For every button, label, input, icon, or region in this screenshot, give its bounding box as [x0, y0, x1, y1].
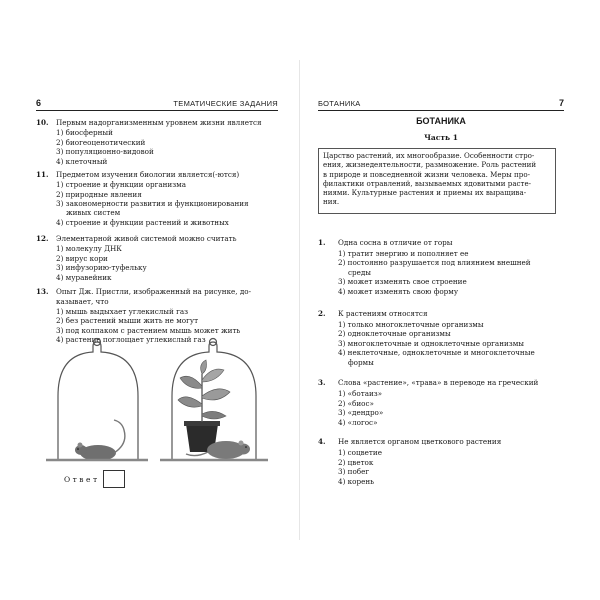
left-page-number: 6	[36, 98, 42, 108]
question-number: 13.	[36, 287, 49, 296]
option: 3) побег	[338, 467, 370, 476]
question-text-continuation: казывает, что	[56, 296, 109, 306]
topic-line: в природе и повседневной жизни человека. Меры про-	[323, 169, 530, 179]
option: 2) вирус кори	[56, 253, 108, 263]
option: 2) постоянно разрушается под влиянием внешней	[338, 258, 531, 267]
option: 1) только многоклеточные организмы	[338, 319, 484, 329]
question-number: 1.	[318, 238, 326, 247]
topic-line: ниями. Культурные растения и приемы их выращива-	[323, 188, 527, 198]
option: 4) «логос»	[338, 417, 378, 427]
right-page-header	[318, 98, 564, 111]
option: 2) без растений мыши жить не могут	[56, 316, 199, 325]
topic-line: ения, жизнедеятельности, размножение. Роль растений	[323, 160, 537, 170]
option: 4) корень	[338, 476, 375, 486]
answer-box[interactable]	[103, 470, 125, 488]
question-text: Слова «растение», «трава» в переводе на греческий	[338, 378, 539, 387]
option: 1) «ботаиз»	[338, 389, 383, 398]
answer-label: Ответ	[64, 475, 100, 484]
question-number: 10.	[36, 118, 49, 127]
option: 4) муравейник	[56, 272, 112, 282]
option: 4) может изменять свою форму	[338, 286, 459, 296]
question-text: Одна сосна в отличие от горы	[338, 238, 453, 247]
option: 3) под колпаком с растением мышь может жить	[56, 325, 241, 335]
question-number: 3.	[318, 378, 326, 387]
option: 4) клеточный	[56, 156, 108, 166]
option: 1) мышь выдыхает углекислый газ	[56, 306, 189, 316]
question-number: 11.	[36, 170, 49, 179]
option: 3) инфузорию-туфельку	[56, 263, 147, 272]
question-text: Предметом изучения биологии является(-ются)	[56, 170, 240, 179]
topic-line: ния.	[323, 197, 340, 207]
option: 2) одноклеточные организмы	[338, 329, 451, 338]
topic-box	[318, 148, 556, 214]
question-number: 4.	[318, 437, 326, 446]
part-title: Часть 1	[424, 133, 458, 142]
option: 3) многоклеточные и одноклеточные организмы	[338, 338, 525, 348]
left-page-header	[36, 98, 278, 111]
right-page	[300, 0, 600, 600]
left-header-title: ТЕМАТИЧЕСКИЕ ЗАДАНИЯ	[173, 99, 278, 108]
option-continuation: среды	[348, 267, 372, 277]
bell-jar-icon	[58, 339, 138, 461]
option-continuation: живых систем	[66, 208, 121, 217]
option: 4) неклеточные, одноклеточные и многоклеточные	[338, 348, 535, 357]
option: 4) строение и функции растений и животных	[56, 217, 229, 227]
option-continuation: формы	[348, 357, 374, 367]
question-text: К растениям относятся	[338, 309, 428, 318]
question-text: Первым надорганизменным уровнем жизни является	[56, 118, 262, 127]
question-text: Не является органом цветкового растения	[338, 437, 502, 446]
right-header-title: БОТАНИКА	[318, 99, 361, 108]
section-title: БОТАНИКА	[416, 116, 466, 126]
option: 1) тратит энергию и пополняет ее	[338, 248, 469, 258]
option: 1) молекулу ДНК	[56, 244, 122, 253]
option: 2) цветок	[338, 457, 374, 467]
question-text: Элементарной живой системой можно считать	[56, 234, 237, 243]
option: 3) может изменять свое строение	[338, 277, 467, 286]
question-number: 2.	[318, 309, 326, 318]
option: 2) «биос»	[338, 398, 374, 408]
mouse-icon	[75, 420, 125, 461]
question-number: 12.	[36, 234, 49, 243]
option: 3) «дендро»	[338, 408, 384, 417]
priestley-experiment-illustration	[36, 334, 282, 464]
right-page-number: 7	[558, 98, 564, 108]
option: 4) растение поглощает углекислый газ	[56, 335, 206, 344]
option: 1) соцветие	[338, 448, 382, 457]
potted-plant-icon	[178, 360, 230, 452]
topic-line: Царство растений, их многообразие. Особенности стро-	[323, 151, 535, 160]
question-text: Опыт Дж. Пристли, изображенный на рисунке, до-	[56, 287, 252, 296]
option: 1) биосферный	[56, 128, 113, 137]
option: 2) биогеоценотический	[56, 137, 146, 147]
option: 2) природные явления	[56, 189, 142, 199]
topic-line: филактики отравлений, вызываемых ядовитыми расте-	[323, 178, 532, 188]
option: 1) строение и функции организма	[56, 180, 187, 189]
option: 3) закономерности развития и функционирования	[56, 199, 249, 208]
option: 3) популяционно-видовой	[56, 147, 154, 156]
